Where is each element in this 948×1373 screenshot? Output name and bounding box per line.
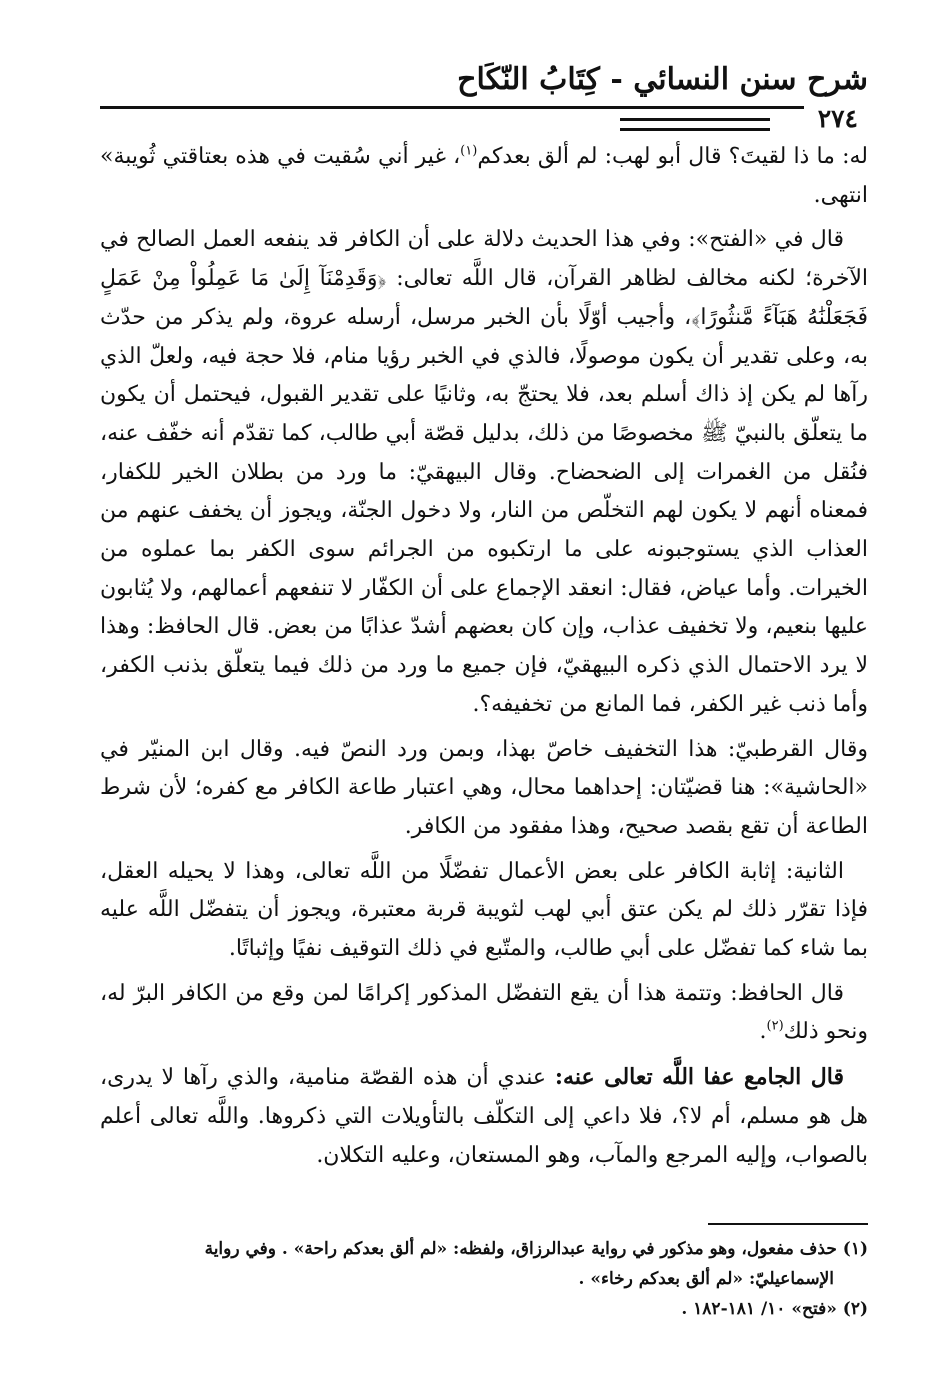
paragraph-1-text-b: ، غير أني سُقيت في هذه بعتاقتي ثُويبة» انتهى.	[100, 144, 868, 208]
paragraph-4	[100, 853, 868, 969]
paragraph-5-text-b: .	[759, 1019, 767, 1045]
main-text	[100, 138, 868, 1181]
page-header	[100, 58, 868, 133]
paragraph-5	[100, 975, 868, 1052]
running-title: شرح سنن النسائي - كِتَابُ النّكَاح	[457, 62, 868, 97]
paragraph-2	[100, 221, 868, 724]
footnotes	[100, 1234, 868, 1324]
paragraph-4-text: الثانية: إثابة الكافر على بعض الأعمال تفضّلًا من اللَّه تعالى، وهذا لا يحيله العقل، فإذا تقرّر ذلك لم يكن عتق أبي لهب لثويبة قربة معتبرة، ويجوز أن يتفضّل اللَّه عليه بما شاء كما تفضّل على أبي طالب، والمتّبع في ذلك التوقيف نفيًا وإثباتًا.	[100, 858, 868, 962]
paragraph-3-text: وقال القرطبيّ: هذا التخفيف خاصّ بهذا، وبمن ورد النصّ فيه. وقال ابن المنيّر في «الحاشية»: هنا قضيّتان: إحداهما محال، وهي اعتبار طاعة الكافر مع كفره؛ لأن شرط الطاعة أن تقع بقصد صحيح، وهذا مفقود من الكافر.	[100, 736, 868, 839]
footnote-2: (٢) «فتح» ١٠/ ١٨١-١٨٢ .	[681, 1299, 868, 1319]
paragraph-6-text: عندي أن هذه القصّة منامية، والذي رآها لا يدرى، هل هو مسلم، أم لا؟، فلا داعي إلى التكلّف بالتأويلات التي ذكروها. واللَّه تعالى أعلم بالصواب، وإليه المرجع والمآب، وهو المستعان، وعليه التكلان.	[100, 1065, 868, 1168]
paragraph-1	[100, 138, 868, 215]
footnote-separator	[708, 1223, 868, 1225]
paragraph-3	[100, 731, 868, 847]
footnote-ref-2: (٢)	[766, 1019, 784, 1035]
compiler-lead: قال الجامع عفا اللَّه تعالى عنه:	[554, 1064, 844, 1091]
paragraph-6	[100, 1058, 868, 1175]
paragraph-2-text-b: ، وأجيب أوّلًا بأن الخبر مرسل، أرسله عروة، ولم يذكر من حدّث به، وعلى تقدير أن يكون موصولًا، فالذي في الخبر رؤيا منام، فلا حجة فيه، ولعلّ الذي رآها لم يكن إذ ذاك أسلم بعد، فلا يحتجّ به، وثانيًا على تقدير القبول، فيحتمل أن يكون ما يتعلّق بالنبيّ ﷺ مخصوصًا من ذلك، بدليل قصّة أبي طالب، كما تقدّم أنه خفّف عنه، فنُقل من الغمرات إلى الضحضاح. وقال البيهقيّ: ما ورد من بطلان الخير للكفار، فمعناه أنهم لا يكون لهم التخلّص من النار، ولا دخول الجنّة، ويجوز أن يخفف عنهم من العذاب الذي يستوجبونه على ما ارتكبوه من الجرائم سوى الكفر بما عملوه من الخيرات. وأما عياض، فقال: انعقد الإجماع على أن الكفّار لا تنفعهم أعمالهم، ولا يُثابون عليها بنعيم، ولا تخفيف عذاب، وإن كان بعضهم أشدّ عذابًا من بعض. قال الحافظ: وهذا لا يرد الاحتمال الذي ذكره البيهقيّ، فإن جميع ما ورد من ذلك فيما يتعلّق بذنب الكفر، وأما ذنب غير الكفر، فما المانع من تخفيفه؟.	[100, 304, 868, 717]
quran-verse: ﴿وَقَدِمْنَآ إِلَىٰ مَا عَمِلُواْ مِنْ عَمَلٍ فَجَعَلْنَٰهُ هَبَآءً مَّنثُورًا﴾	[100, 266, 869, 330]
paragraph-2-text-a: قال في «الفتح»: وفي هذا الحديث دلالة على أن الكافر قد ينفعه العمل الصالح في الآخرة؛ لكنه مخالف لظاهر القرآن، قال اللَّه تعالى:	[100, 227, 868, 292]
header-double-rule-bottom	[620, 128, 770, 131]
footnote-ref-1: (١)	[460, 143, 478, 159]
header-rule	[100, 106, 868, 109]
page-number: ٢٧٤	[804, 102, 868, 136]
header-double-rule-top	[620, 118, 770, 121]
footnote-1-line-1: (١) حذف مفعول، وهو مذكور في رواية عبدالرزاق، ولفظه: «لم ألق بعدكم راحة» . وفي رواية	[204, 1239, 868, 1259]
footnote-1-line-2: الإسماعيليّ: «لم ألق بعدكم رخاء» .	[578, 1269, 834, 1289]
paragraph-1-text-a: له: ما ذا لقيتَ؟ قال أبو لهب: لم ألق بعدكم	[477, 144, 868, 169]
paragraph-5-text-a: قال الحافظ: وتتمة هذا أن يقع التفضّل المذكور إكرامًا لمن وقع من الكافر البرّ له، ونحو ذلك	[100, 980, 868, 1045]
